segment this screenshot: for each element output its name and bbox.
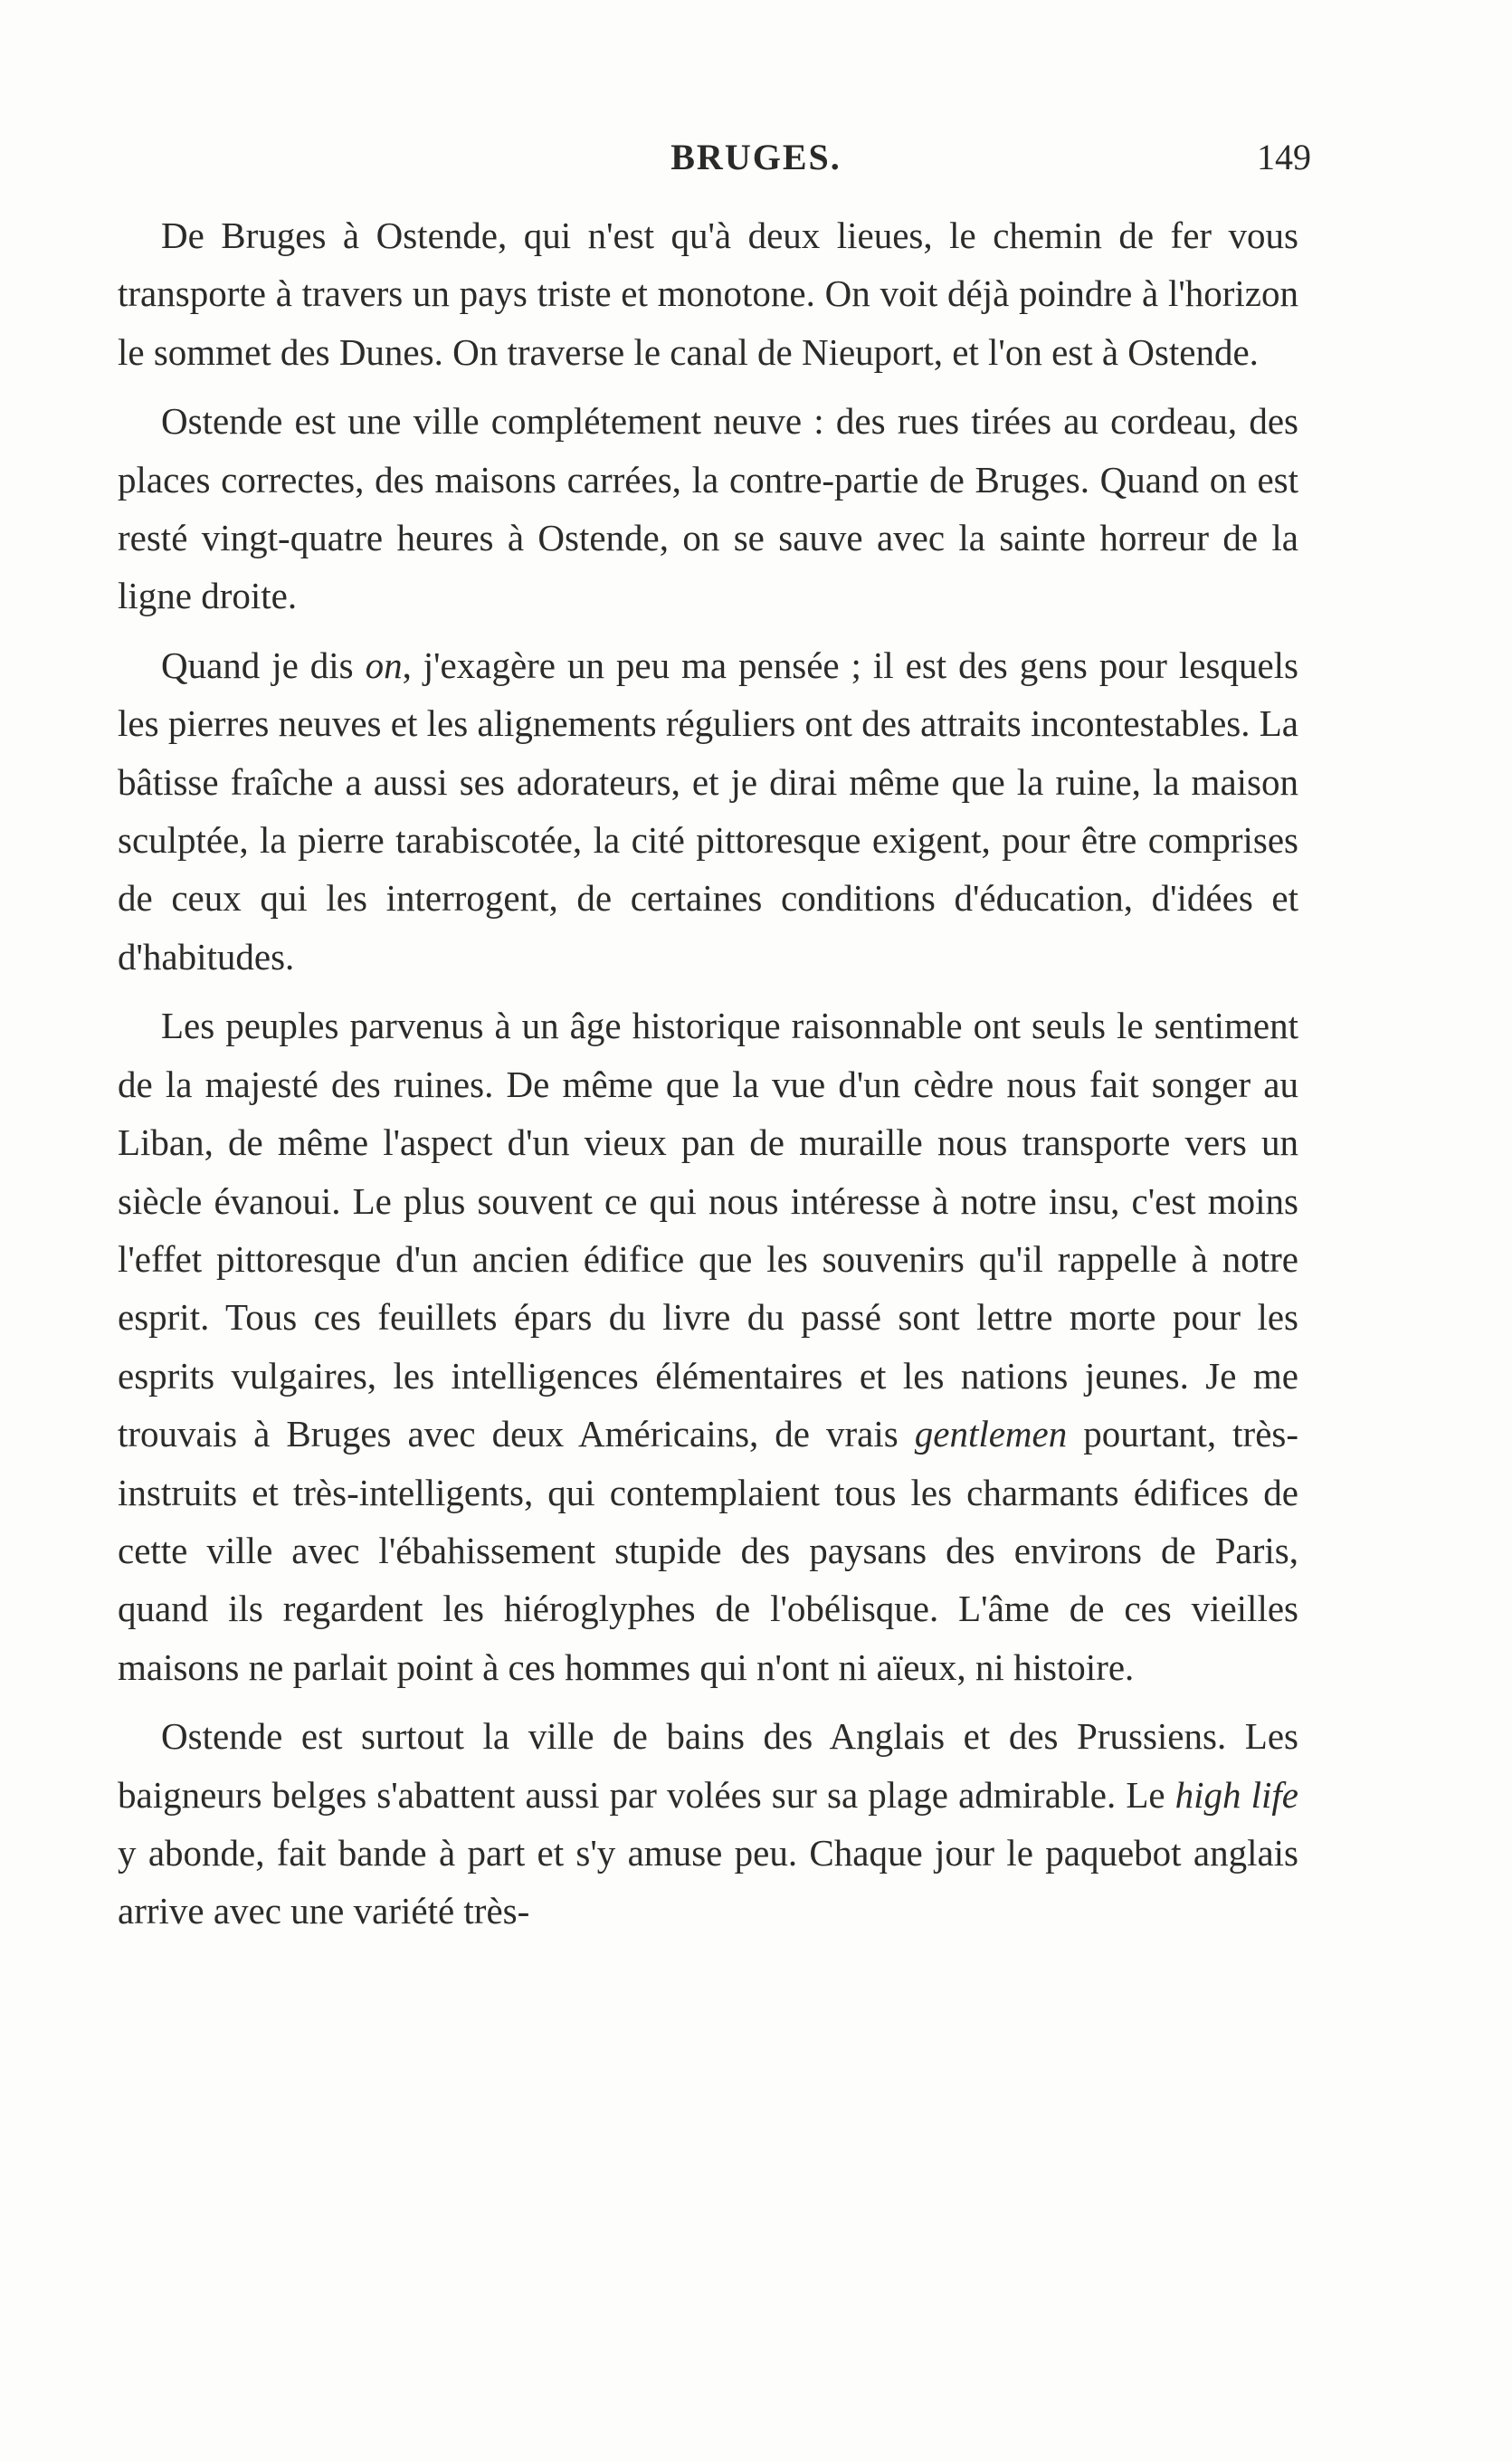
paragraph-3-text-b: , j'exagère un peu ma pensée ; il est des gens pour lesquels les pierres neuves et les alignements réguliers ont des attraits incontestables. La bâtisse fraîche a aussi ses adorateurs, et je dirai même que la ruine, la maison sculptée, la pierre tarabiscotée, la cité pittoresque exigent, pour être comprises de ceux qui les interrogent, de certaines conditions d'éducation, d'idées et d'habitudes. [118,644,1298,978]
running-header: BRUGES. [670,137,842,177]
paragraph-4-italic: gentlemen [914,1413,1068,1455]
paragraph-5 [118,1707,1298,1941]
paragraph-1: De Bruges à Ostende, qui n'est qu'à deux lieues, le chemin de fer vous transporte à travers un pays triste et monotone. On voit déjà poindre à l'horizon le sommet des Dunes. On traverse le canal de Nieuport, et l'on est à Ostende. [118,215,1298,373]
paragraph-2: Ostende est une ville complétement neuve : des rues tirées au cordeau, des places correctes, des maisons carrées, la contre-partie de Bruges. Quand on est resté vingt-quatre heures à Ostende, on se sauve avec la sainte horreur de la ligne droite. [118,400,1298,617]
paragraph-3-text-a: Quand je dis [161,644,366,686]
paragraph-5-text-b: y abonde, fait bande à part et s'y amuse peu. Chaque jour le paquebot anglais arrive avec une variété très- [118,1831,1298,1932]
page-number: 149 [1257,137,1311,177]
paragraph-4-text-b: pourtant, très-instruits et très-intelligents, qui contemplaient tous les charmants édifices de cette ville avec l'ébahissement stupide des paysans des environs de Paris, quand ils regardent les hiéroglyphes de l'obélisque. L'âme de ces vieilles maisons ne parlait point à ces hommes qui n'ont ni aïeux, ni histoire. [118,1413,1299,1688]
paragraph-4 [118,997,1298,1696]
paragraph-4-text-a: Les peuples parvenus à un âge historique raisonnable ont seuls le sentiment de la majesté des ruines. De même que la vue d'un cèdre nous fait songer au Liban, de même l'aspect d'un vieux pan de muraille nous transporte vers un siècle évanoui. Le plus souvent ce qui nous intéresse à notre insu, c'est moins l'effet pittoresque d'un ancien édifice que les souvenirs qu'il rappelle à notre esprit. Tous ces feuillets épars du livre du passé sont lettre morte pour les esprits vulgaires, les intelligences élémentaires et les nations jeunes. Je me trouvais à Bruges avec deux Américains, de vrais [118,1005,1298,1455]
paragraph-3-italic: on [365,644,403,686]
paragraph-5-italic: high life [1174,1773,1298,1816]
paragraph-3 [118,636,1298,986]
paragraph-5-text-a: Ostende est surtout la ville de bains des Anglais et des Prussiens. Les baigneurs belges s'abattent aussi par volées sur sa plage admirable. Le [118,1715,1298,1816]
body-text [118,206,1298,1951]
